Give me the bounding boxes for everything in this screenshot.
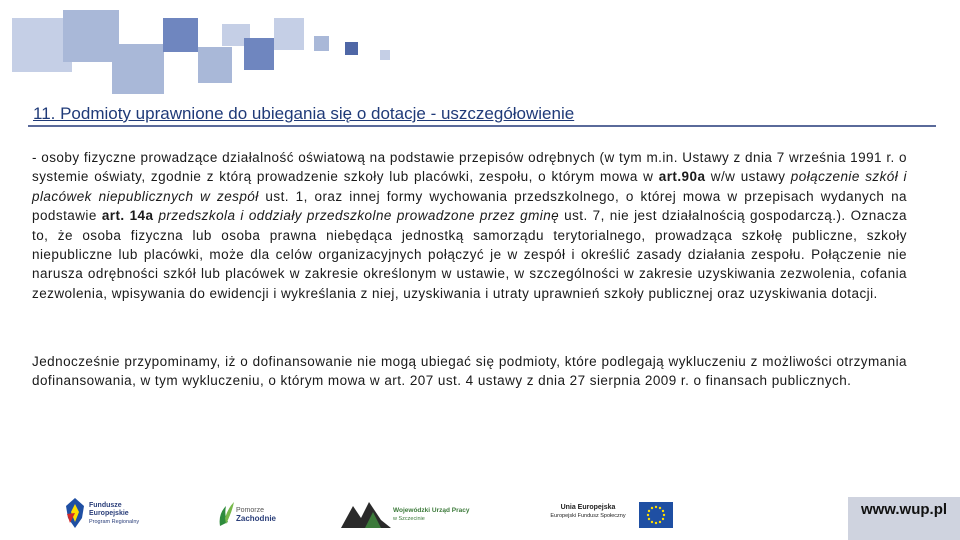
pomorze-leaf-icon	[216, 500, 236, 528]
wup-label-2: w Szczecinie	[393, 516, 425, 522]
wup-label-1: Wojewódzki Urząd Pracy	[393, 507, 470, 514]
fe-label-1: Fundusze	[89, 502, 122, 509]
fe-star-icon	[64, 496, 86, 530]
website-url[interactable]: www.wup.pl	[860, 501, 948, 518]
title-divider	[28, 125, 936, 127]
decor-square	[380, 50, 390, 60]
fe-label-3: Program Regionalny	[89, 519, 140, 525]
pomorze-label-2: Zachodnie	[236, 514, 277, 523]
text-run: w/w ustawy	[705, 169, 791, 185]
fe-label-2: Europejskie	[89, 510, 129, 517]
paragraph-exclusion-note: Jednocześnie przypominamy, iż o dofinansowanie nie mogą ubiegać się podmioty, które podlegają wykluczeniu z możliwości otrzymania dofinansowania, w tym wykluczeniu, o którym mowa w art. 207 ust. 4 ustawy z dnia 27 sierpnia 2009 r. o finansach publicznych.	[32, 354, 907, 389]
text-run-italic: połączenie szkół i placówek niepublicznych w zespół	[32, 169, 908, 204]
text-run-bold: art.90a	[658, 169, 706, 185]
decor-square	[274, 18, 304, 50]
logo-wojewodzki-urzad-pracy	[341, 490, 481, 538]
decor-square	[112, 44, 164, 94]
text-run: - osoby fizyczne prowadzące działalność oświatową na podstawie przepisów odrębnych (w tym m.in. Ustawy z dnia 7 września 1991 r. o systemie oświaty, zgodnie z którą prowadzenie szkoły lub placówki, zespołu, o którym mowa w	[32, 150, 907, 185]
pomorze-label-1: Pomorze	[236, 507, 265, 514]
paragraph-eligible-entities	[32, 148, 907, 303]
logo-unia-europejska	[540, 490, 680, 538]
logo-fundusze-europejskie	[64, 490, 159, 538]
decor-square	[314, 36, 329, 51]
wup-mountains-icon	[341, 498, 391, 530]
slide-title: 11. Podmioty uprawnione do ubiegania się o dotacje - uszczegółowienie	[33, 104, 575, 123]
text-run: ust. 7, nie jest działalnością gospodarczą.). Oznacza to, że osoba fizyczna lub osoba prawna niebędąca jednostką samorządu terytorialnego, prowadząca szkołę publiczne, szkoły niepubliczne lub placówki, może dla celów organizacyjnych połączyć je w zespół i określić zasady działania zespołu. Połączenie nie narusza odrębności szkół lub placówek w zakresie określonym w ustawie, w szczególności w zakresie uzyskiwania zezwolenia, cofania zezwolenia, wpisywania do ewidencji i wykreślania z niej, uzyskiwania i utraty uprawnień szkoły publicznej oraz uzyskiwania dotacji.	[32, 208, 908, 301]
decor-square	[63, 10, 119, 62]
logo-pomorze-zachodnie	[216, 490, 286, 538]
text-run: ust. 1, oraz innej formy wychowania przedszkolnego, o której mowa w przepisach wydanych na podstawie	[32, 188, 907, 224]
decor-square	[198, 47, 232, 83]
ue-label-2: Europejski Fundusz Społeczny	[550, 513, 626, 519]
decor-square	[163, 18, 198, 52]
decor-square	[345, 42, 358, 55]
eu-flag-icon	[639, 502, 673, 528]
decor-square	[244, 38, 274, 70]
text-run-bold: art. 14a	[101, 208, 154, 224]
text-run-italic: przedszkola i oddziały przedszkolne prowadzone przez gminę	[158, 208, 560, 224]
ue-label-1: Unia Europejska	[560, 504, 616, 511]
